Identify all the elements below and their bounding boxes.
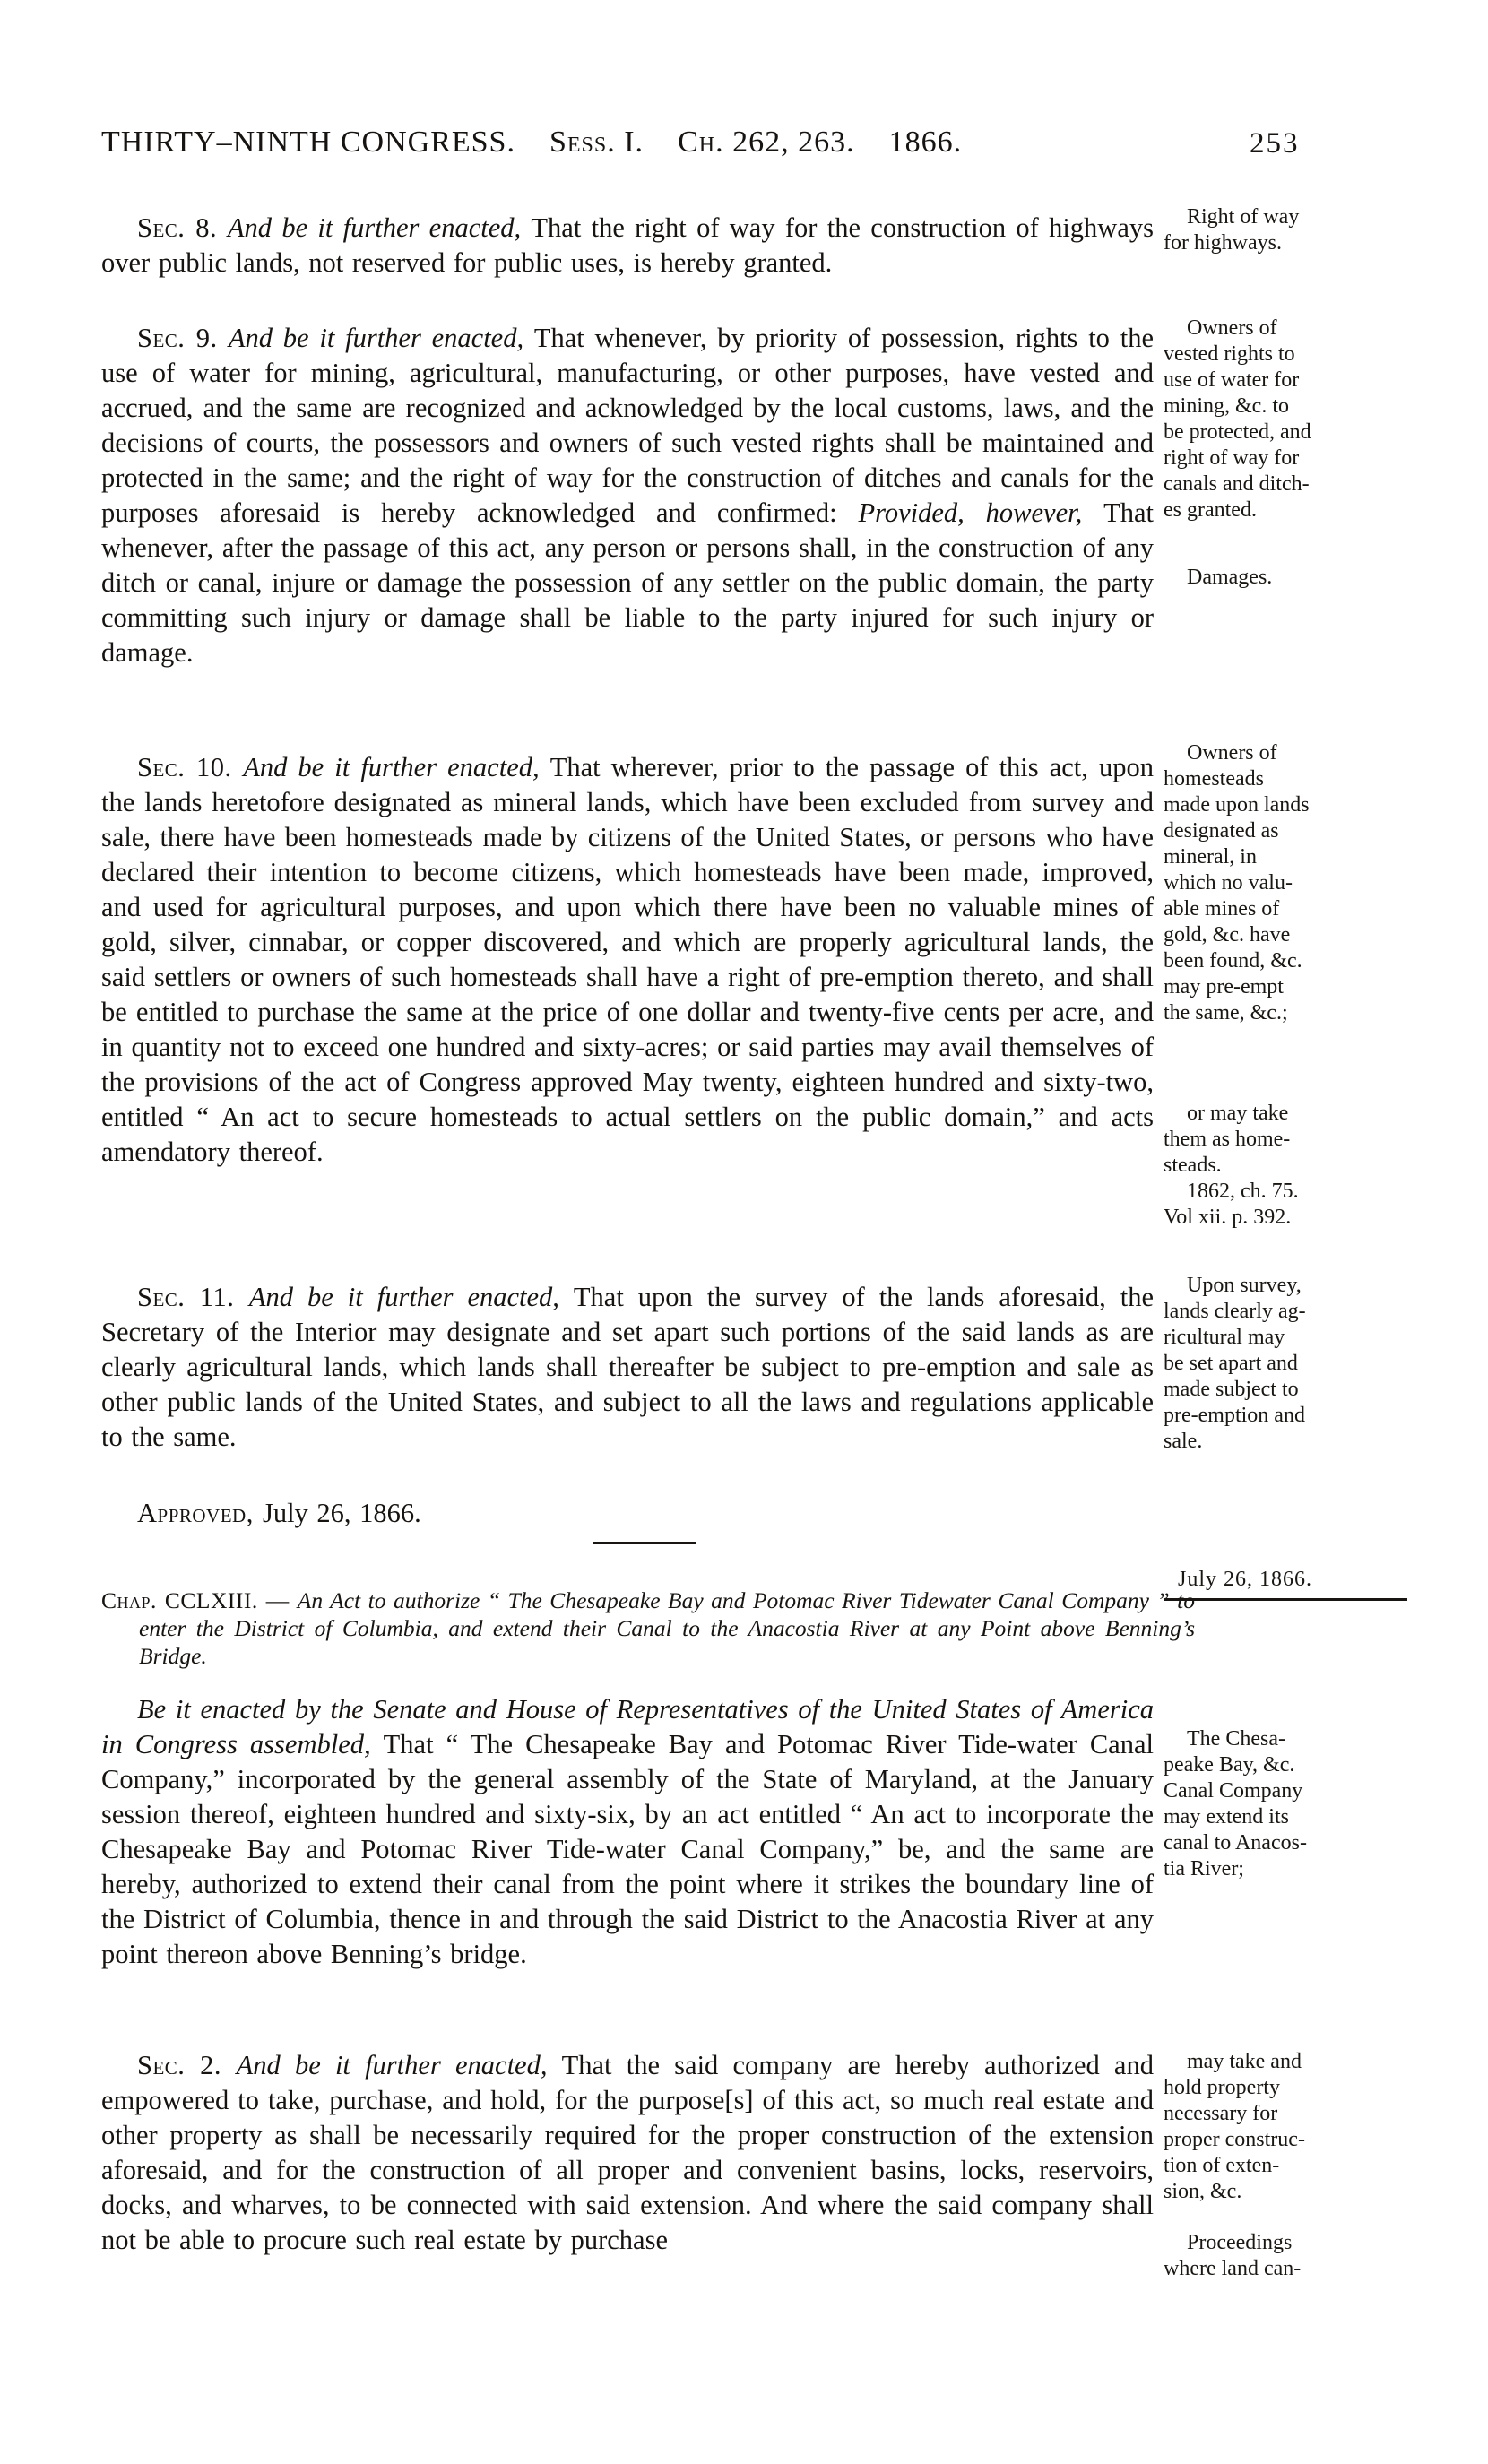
margin-note-vested-rights: Owners of vested rights to use of water for mining, &c. to be protected, and right of way for canals and ditch- es granted. xyxy=(1164,316,1311,522)
margin-note-may-take-hold: may take and hold property necessary for proper construc- tion of exten- sion, &c. xyxy=(1164,2050,1305,2203)
margin-note-volume-citation: Vol xii. p. 392. xyxy=(1164,1206,1292,1229)
margin-note-homestead-owners: Owners of homesteads made upon lands designated as mineral, in which no valu- able mines of gold, &c. have been found, &c. may pre-empt the same, &c.; xyxy=(1164,741,1310,1025)
chapter-ref: Ch. 262, 263. xyxy=(678,125,855,159)
congress-title: THIRTY–NINTH CONGRESS. xyxy=(101,125,515,159)
margin-note-act-date: July 26, 1866. xyxy=(1164,1567,1407,1601)
paragraph-sec-2: Sec. 2. And be it further enacted, That the said company are hereby authorized and empowered to take, purchase, and hold, for the purpose[s] of this act, so much real estate and other property as shall be necessarily required for the proper construction of the extension aforesaid, and for the construction of all proper and convenient basins, locks, reservoirs, docks, and wharves, to be connected with said extension. And where the said company shall not be able to procure such real estate by purchase xyxy=(101,2050,1154,2255)
chapter-cclxiii-heading: Chap. CCLXIII. — An Act to authorize “ The Chesapeake Bay and Potomac River Tidewater Canal Company ” to enter the District of Columbia, and extend their Canal to the Anacostia River at any Point above Benning’s Bridge. xyxy=(101,1587,1195,1669)
page-number: 253 xyxy=(1250,127,1300,160)
margin-note-damages: Damages. xyxy=(1187,566,1273,589)
paragraph-sec-11: Sec. 11. And be it further enacted, That upon the survey of the lands aforesaid, the Secretary of the Interior may designate and set apart such portions of the said lands as are clearly agricultural lands, which lands shall thereafter be subject to pre-emption and sale as other public lands of the United States, and subject to all the laws and regulations applicable to the same. xyxy=(101,1282,1154,1452)
margin-note-or-may-take: or may take them as home- steads. xyxy=(1164,1102,1291,1177)
session-label: Sess. I. xyxy=(549,125,645,159)
paragraph-sec-8: Sec. 8. And be it further enacted, That the right of way for the construction of highways over public lands, not reserved for public uses, is hereby granted. xyxy=(101,212,1154,278)
margin-note-proceedings: Proceedings where land can- xyxy=(1164,2231,1302,2280)
margin-note-right-of-way: Right of way for highways. xyxy=(1164,205,1300,255)
margin-note-statute-citation: 1862, ch. 75. xyxy=(1187,1180,1299,1203)
paragraph-sec-10: Sec. 10. And be it further enacted, That wherever, prior to the passage of this act, upon the lands heretofore designated as mineral lands, which have been excluded from survey and sale, there have been homesteads made by citizens of the United States, or persons who have declared their intention to become citizens, which homesteads have been made, improved, and used for agricultural purposes, and upon which there have been no valuable mines of gold, silver, cinnabar, or copper discovered, and which are properly agricultural lands, the said settlers or owners of such homesteads shall have a right of pre-emption thereto, and shall be entitled to purchase the same at the price of one dollar and twenty-five cents per acre, and in quantity not to exceed one hundred and sixty-acres; or said parties may avail themselves of the provisions of the act of Congress approved May twenty, eighteen hundred and sixty-two, entitled “ An act to secure homesteads to actual settlers on the public domain,” and acts amendatory thereof. xyxy=(101,752,1154,1167)
section-divider-rule xyxy=(593,1542,696,1544)
approved-line: Approved, July 26, 1866. xyxy=(137,1498,421,1528)
running-head xyxy=(101,125,1154,160)
margin-note-upon-survey: Upon survey, lands clearly ag- ricultural may be set apart and made subject to pre-emption and sale. xyxy=(1164,1274,1306,1453)
paragraph-enacting-clause: Be it enacted by the Senate and House of Representatives of the United States of America in Congress assembled, That “ The Chesapeake Bay and Potomac River Tide-water Canal Company,” incorporated by the general assembly of the State of Maryland, at the January session thereof, eighteen hundred and sixty-six, by an act entitled “ An act to incorporate the Chesapeake Bay and Potomac River Tide-water Canal Company,” be, and the same are hereby, authorized to extend their canal from the point where it strikes the boundary line of the District of Columbia, thence in and through the said District to the Anacostia River at any point thereon above Benning’s bridge. xyxy=(101,1694,1154,1969)
year-label: 1866. xyxy=(888,125,963,159)
paragraph-sec-9: Sec. 9. And be it further enacted, That whenever, by priority of possession, rights to the use of water for mining, agricultural, manufacturing, or other purposes, have vested and accrued, and the same are recognized and acknowledged by the local customs, laws, and the decisions of courts, the possessors and owners of such vested rights shall be maintained and protected in the same; and the right of way for the construction of ditches and canals for the purposes aforesaid is hereby acknowledged and confirmed: Provided, however, That whenever, after the passage of this act, any person or persons shall, in the construction of any ditch or canal, injure or damage the possession of any settler on the public domain, the party committing such injury or damage shall be liable to the party injured for such injury or damage. xyxy=(101,323,1154,668)
margin-note-canal-company: The Chesa- peake Bay, &c. Canal Company may extend its canal to Anacos- tia River; xyxy=(1164,1727,1307,1880)
